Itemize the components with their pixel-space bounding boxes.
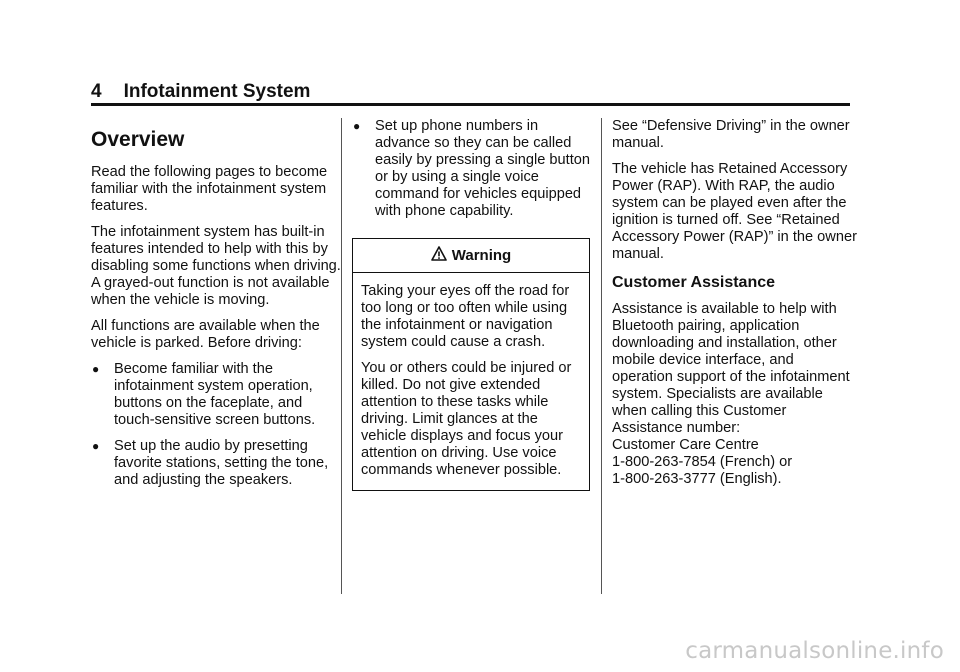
paragraph: The vehicle has Retained Accessory Power (RAP). With RAP, the audio system can be played even after the ignition is turned off. See “Retained Accessory Power (RAP)” in the owner manual. [612, 161, 857, 262]
bullet-dot-icon: ● [92, 362, 100, 376]
list-item-text: Become familiar with the infotainment system operation, buttons on the faceplate, and touch-sensitive screen buttons. [114, 361, 316, 428]
column-2 [352, 118, 592, 491]
warning-paragraph: Taking your eyes off the road for too long or too often while using the infotainment or navigation system could cause a crash. [361, 283, 570, 350]
phone-english: 1-800-263-3777 (English). [612, 471, 782, 487]
column-1 [91, 118, 341, 498]
column-divider-2 [601, 118, 602, 594]
warning-title: Warning [451, 247, 512, 264]
warning-triangle-icon [431, 246, 447, 262]
paragraph: All functions are available when the vehicle is parked. Before driving: [91, 318, 320, 351]
column-divider-1 [341, 118, 342, 594]
list-item [352, 118, 592, 220]
paragraph: Assistance is available to help with Bluetooth pairing, application downloading and installation, other mobile device interface, and operation support of the infotainment system. Specialists are available when calling this Customer Assistance number: [612, 301, 850, 436]
list-item-text: Set up the audio by presetting favorite stations, setting the tone, and adjusting the speakers. [114, 438, 329, 488]
paragraph: See “Defensive Driving” in the owner manual. [612, 118, 850, 151]
list-item [91, 438, 341, 489]
phone-french: 1-800-263-7854 (French) or [612, 454, 793, 470]
header-rule [91, 103, 850, 106]
subheading-customer-assistance: Customer Assistance [612, 274, 776, 291]
paragraph: Read the following pages to become familiar with the infotainment system features. [91, 164, 328, 214]
warning-box [352, 238, 590, 491]
warning-body [353, 273, 589, 490]
page-header [91, 80, 310, 104]
chapter-title: Infotainment System [123, 81, 311, 102]
section-heading-overview: Overview [91, 128, 185, 151]
contact-label: Customer Care Centre [612, 437, 759, 453]
warning-header [353, 239, 589, 273]
warning-paragraph: You or others could be injured or killed. Do not give extended attention to these tasks while driving. Limit glances at the vehicle displays and focus your attention on driving. Use voice commands whenever possible. [361, 360, 572, 478]
page-number: 4 [91, 81, 102, 102]
bullet-dot-icon: ● [353, 119, 361, 133]
watermark: carmanualsonline.info [685, 638, 944, 664]
bullet-dot-icon: ● [92, 439, 100, 453]
list-item [91, 361, 341, 429]
paragraph: The infotainment system has built-in features intended to help with this by disabling some functions when driving. A grayed-out function is not available when the vehicle is moving. [91, 224, 341, 308]
column-3 [612, 118, 857, 488]
list-item-text: Set up phone numbers in advance so they can be called easily by pressing a single button or by using a single voice command for vehicles equipped with phone capability. [375, 118, 590, 219]
